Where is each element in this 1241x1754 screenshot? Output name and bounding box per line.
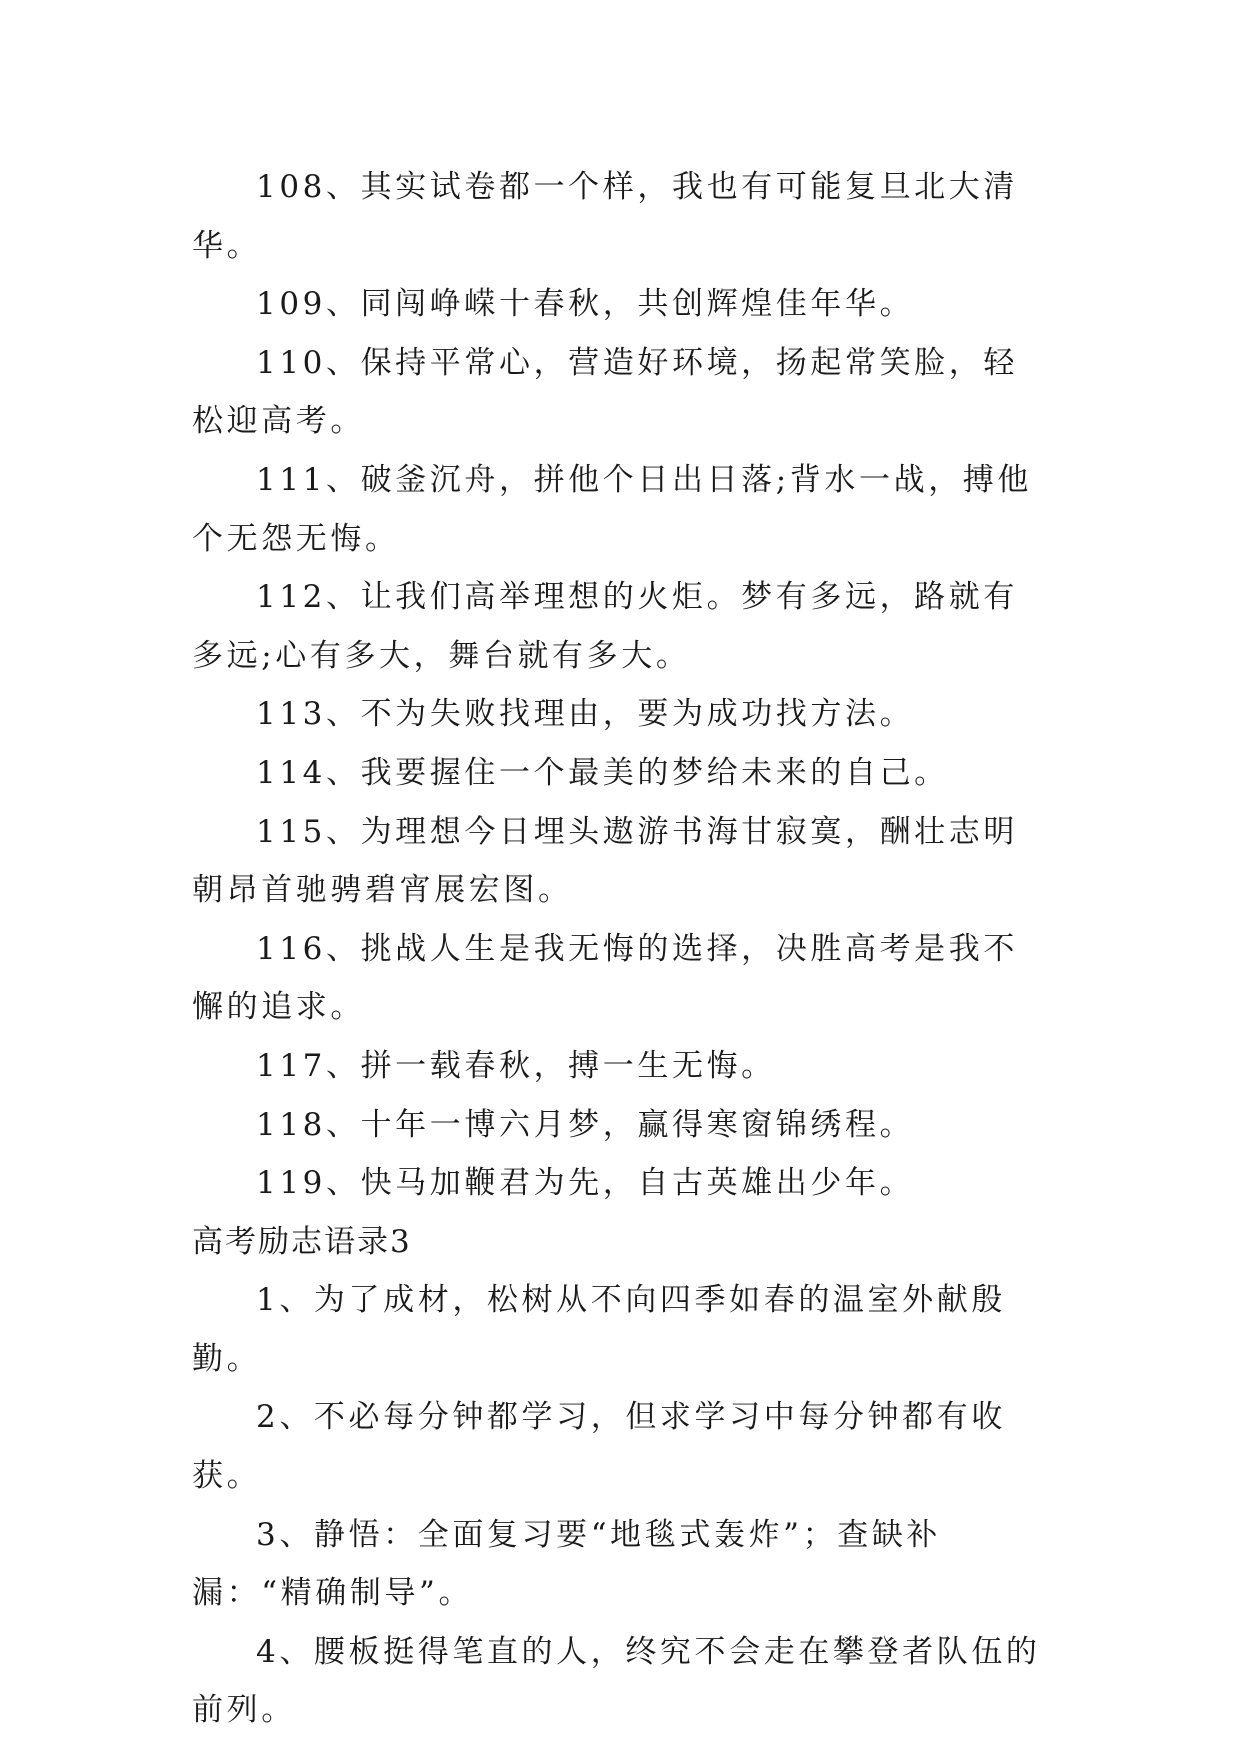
list-item: 1、为了成材，松树从不向四季如春的温室外献殷勤。 bbox=[192, 1282, 1006, 1377]
list-item: 111、破釜沉舟，拼他个日出日落;背水一战，搏他个无怨无悔。 bbox=[192, 461, 1033, 557]
list-item: 119、快马加鞭君为先，自古英雄出少年。 bbox=[256, 1165, 915, 1202]
list-item: 2、不必每分钟都学习，但求学习中每分钟都有收获。 bbox=[192, 1399, 1006, 1495]
list-item: 114、我要握住一个最美的梦给未来的自己。 bbox=[256, 754, 949, 791]
list-item: 110、保持平常心，营造好环境，扬起常笑脸，轻松迎高考。 bbox=[192, 344, 1018, 440]
list-item: 113、不为失败找理由，要为成功找方法。 bbox=[256, 696, 915, 733]
list-item: 4、腰板挺得笔直的人，终究不会走在攀登者队伍的前列。 bbox=[192, 1633, 1041, 1729]
section-heading: 高考励志语录3 bbox=[192, 1223, 412, 1260]
list-item: 117、拼一载春秋，搏一生无悔。 bbox=[256, 1047, 776, 1084]
list-item: 118、十年一博六月梦，赢得寒窗锦绣程。 bbox=[256, 1106, 915, 1143]
list-item: 115、为理想今日埋头遨游书海甘寂寞，酬壮志明朝昂首驰骋碧宵展宏图。 bbox=[192, 813, 1018, 909]
document-body bbox=[192, 158, 1052, 1740]
list-item: 109、同闯峥嵘十春秋，共创辉煌佳年华。 bbox=[256, 286, 915, 323]
list-item: 3、静悟：全面复习要“地毯式轰炸”；查缺补漏：“精确制导”。 bbox=[192, 1516, 942, 1612]
list-item: 116、挑战人生是我无悔的选择，决胜高考是我不懈的追求。 bbox=[192, 930, 1018, 1026]
list-item: 112、让我们高举理想的火炬。梦有多远，路就有多远;心有多大，舞台就有多大。 bbox=[192, 579, 1018, 674]
list-item: 108、其实试卷都一个样，我也有可能复旦北大清华。 bbox=[192, 169, 1018, 264]
